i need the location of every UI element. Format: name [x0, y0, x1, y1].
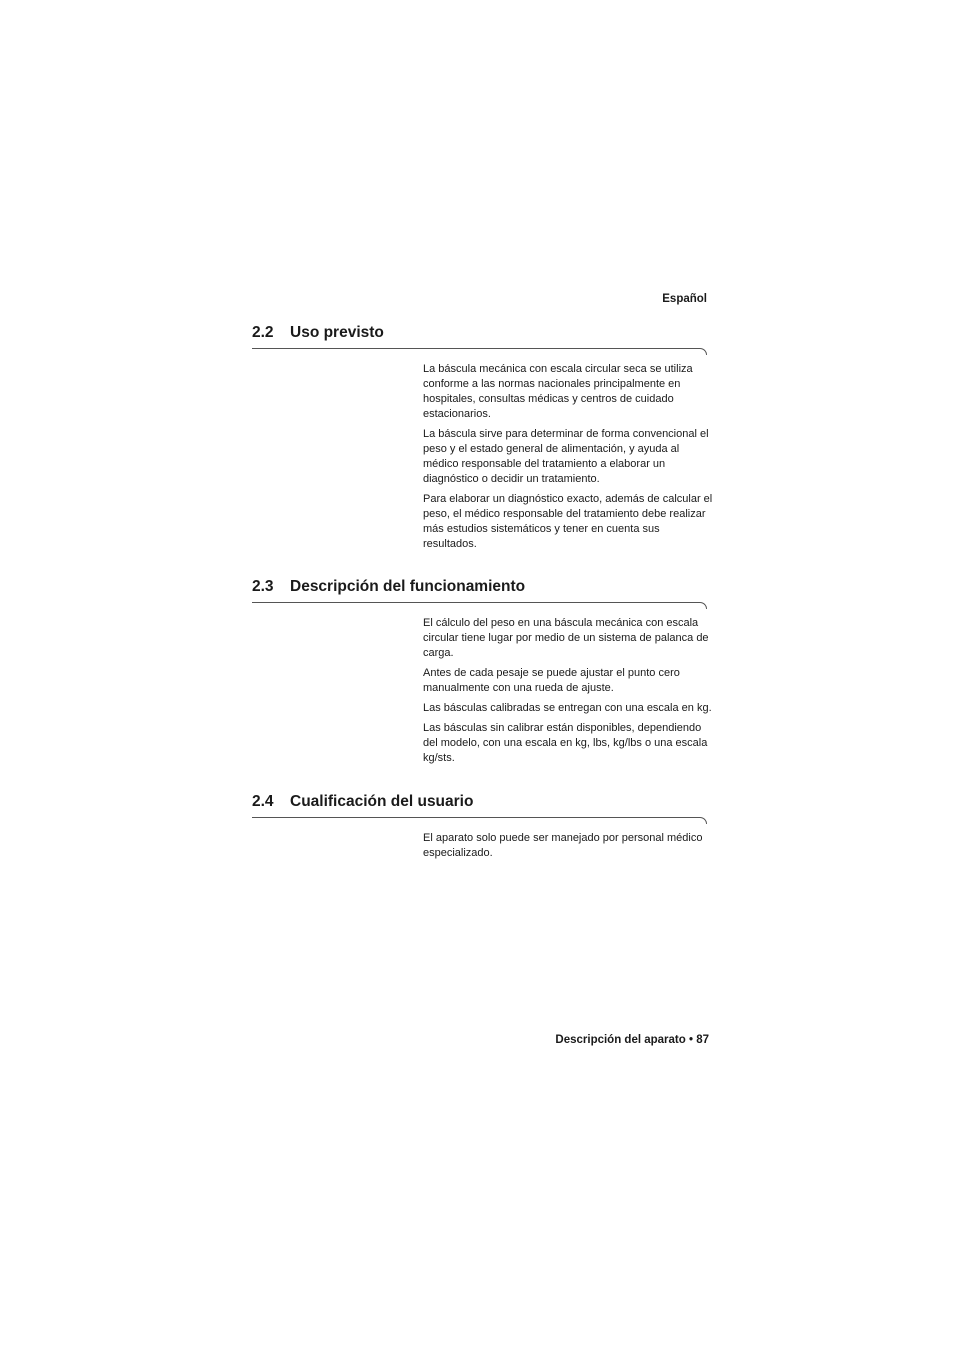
section-number: 2.2 [252, 324, 274, 341]
paragraph: La báscula mecánica con escala circular seca se utiliza conforme a las normas nacionales principalmente en hospitales, consultas médicas y centros de cuidado estacionarios. [423, 363, 693, 420]
section-body [423, 831, 713, 861]
paragraph: El cálculo del peso en una báscula mecánica con escala circular tiene lugar por medio de un sistema de palanca de carga. [423, 617, 709, 659]
paragraph: El aparato solo puede ser manejado por personal médico especializado. [423, 832, 703, 859]
paragraph: La báscula sirve para determinar de forma convencional el peso y el estado general de alimentación, y ayuda al médico responsable del tratamiento a elaborar un diagnóstico o decidir un tratamiento. [423, 428, 709, 485]
section-heading [252, 578, 707, 600]
section-heading [252, 793, 707, 815]
language-label: Español [662, 293, 707, 305]
page-footer: Descripción del aparato • 87 [555, 1034, 709, 1046]
section-rule [252, 817, 707, 825]
section-title: Uso previsto [290, 324, 384, 341]
paragraph: Para elaborar un diagnóstico exacto, además de calcular el peso, el médico responsable del tratamiento debe realizar más estudios sistemáticos y tener en cuenta sus resultados. [423, 493, 713, 550]
section-uso-previsto [252, 324, 713, 557]
section-rule [252, 602, 707, 610]
section-heading [252, 324, 707, 346]
section-title: Cualificación del usuario [290, 793, 474, 810]
section-descripcion-funcionamiento [252, 578, 712, 771]
paragraph: Las básculas sin calibrar están disponibles, dependiendo del modelo, con una escala en kg, lbs, kg/lbs o una escala kg/sts. [423, 722, 708, 764]
paragraph: Antes de cada pesaje se puede ajustar el punto cero manualmente con una rueda de ajuste. [423, 667, 680, 694]
section-title: Descripción del funcionamiento [290, 578, 526, 595]
section-body [423, 616, 713, 766]
section-rule [252, 348, 707, 356]
section-number: 2.3 [252, 578, 274, 595]
section-cualificacion-usuario [252, 793, 707, 866]
paragraph: Las básculas calibradas se entregan con una escala en kg. [423, 702, 712, 714]
section-number: 2.4 [252, 793, 274, 810]
section-body [423, 362, 713, 552]
